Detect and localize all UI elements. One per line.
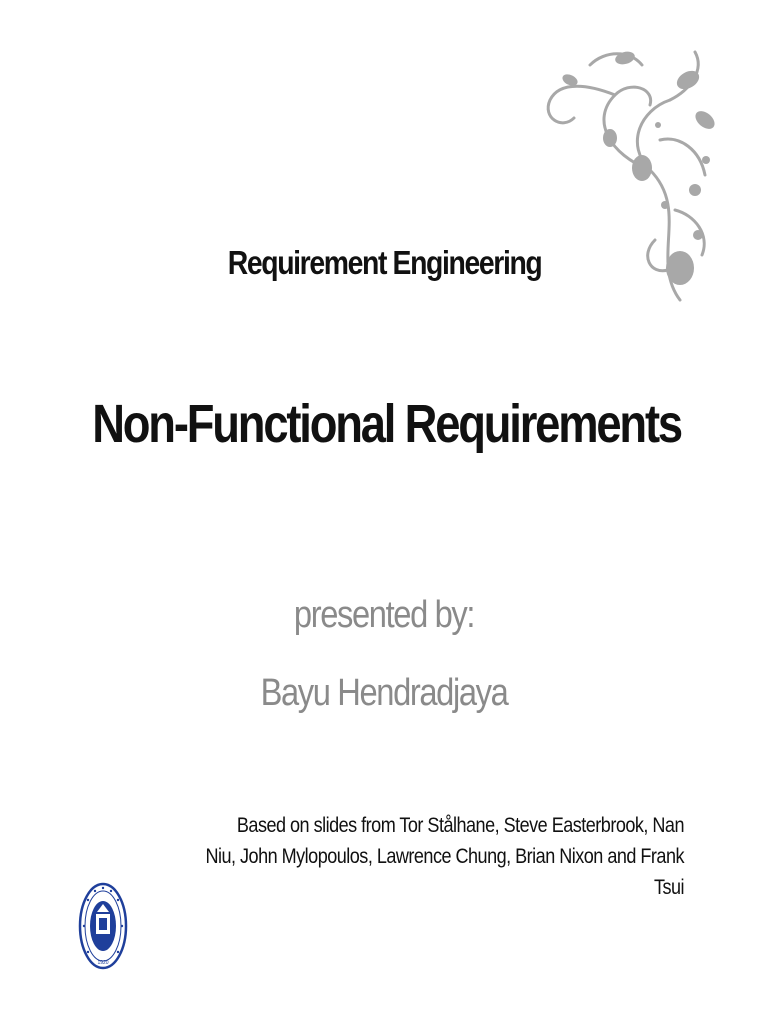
institute-seal-icon <box>78 882 128 970</box>
slide-title: Non-Functional Requirements <box>92 394 681 454</box>
seal-year: 1920 <box>97 960 109 966</box>
slide-credits: Based on slides from Tor Stålhane, Steve Easterbrook, Nan Niu, John Mylopoulos, Lawrence Chung, Brian Nixon and Frank Tsui <box>205 814 685 899</box>
presented-by-label: presented by: <box>293 594 475 636</box>
presenter-name: Bayu Hendradjaya <box>260 672 508 714</box>
slide-subtitle: Requirement Engineering <box>227 244 542 281</box>
